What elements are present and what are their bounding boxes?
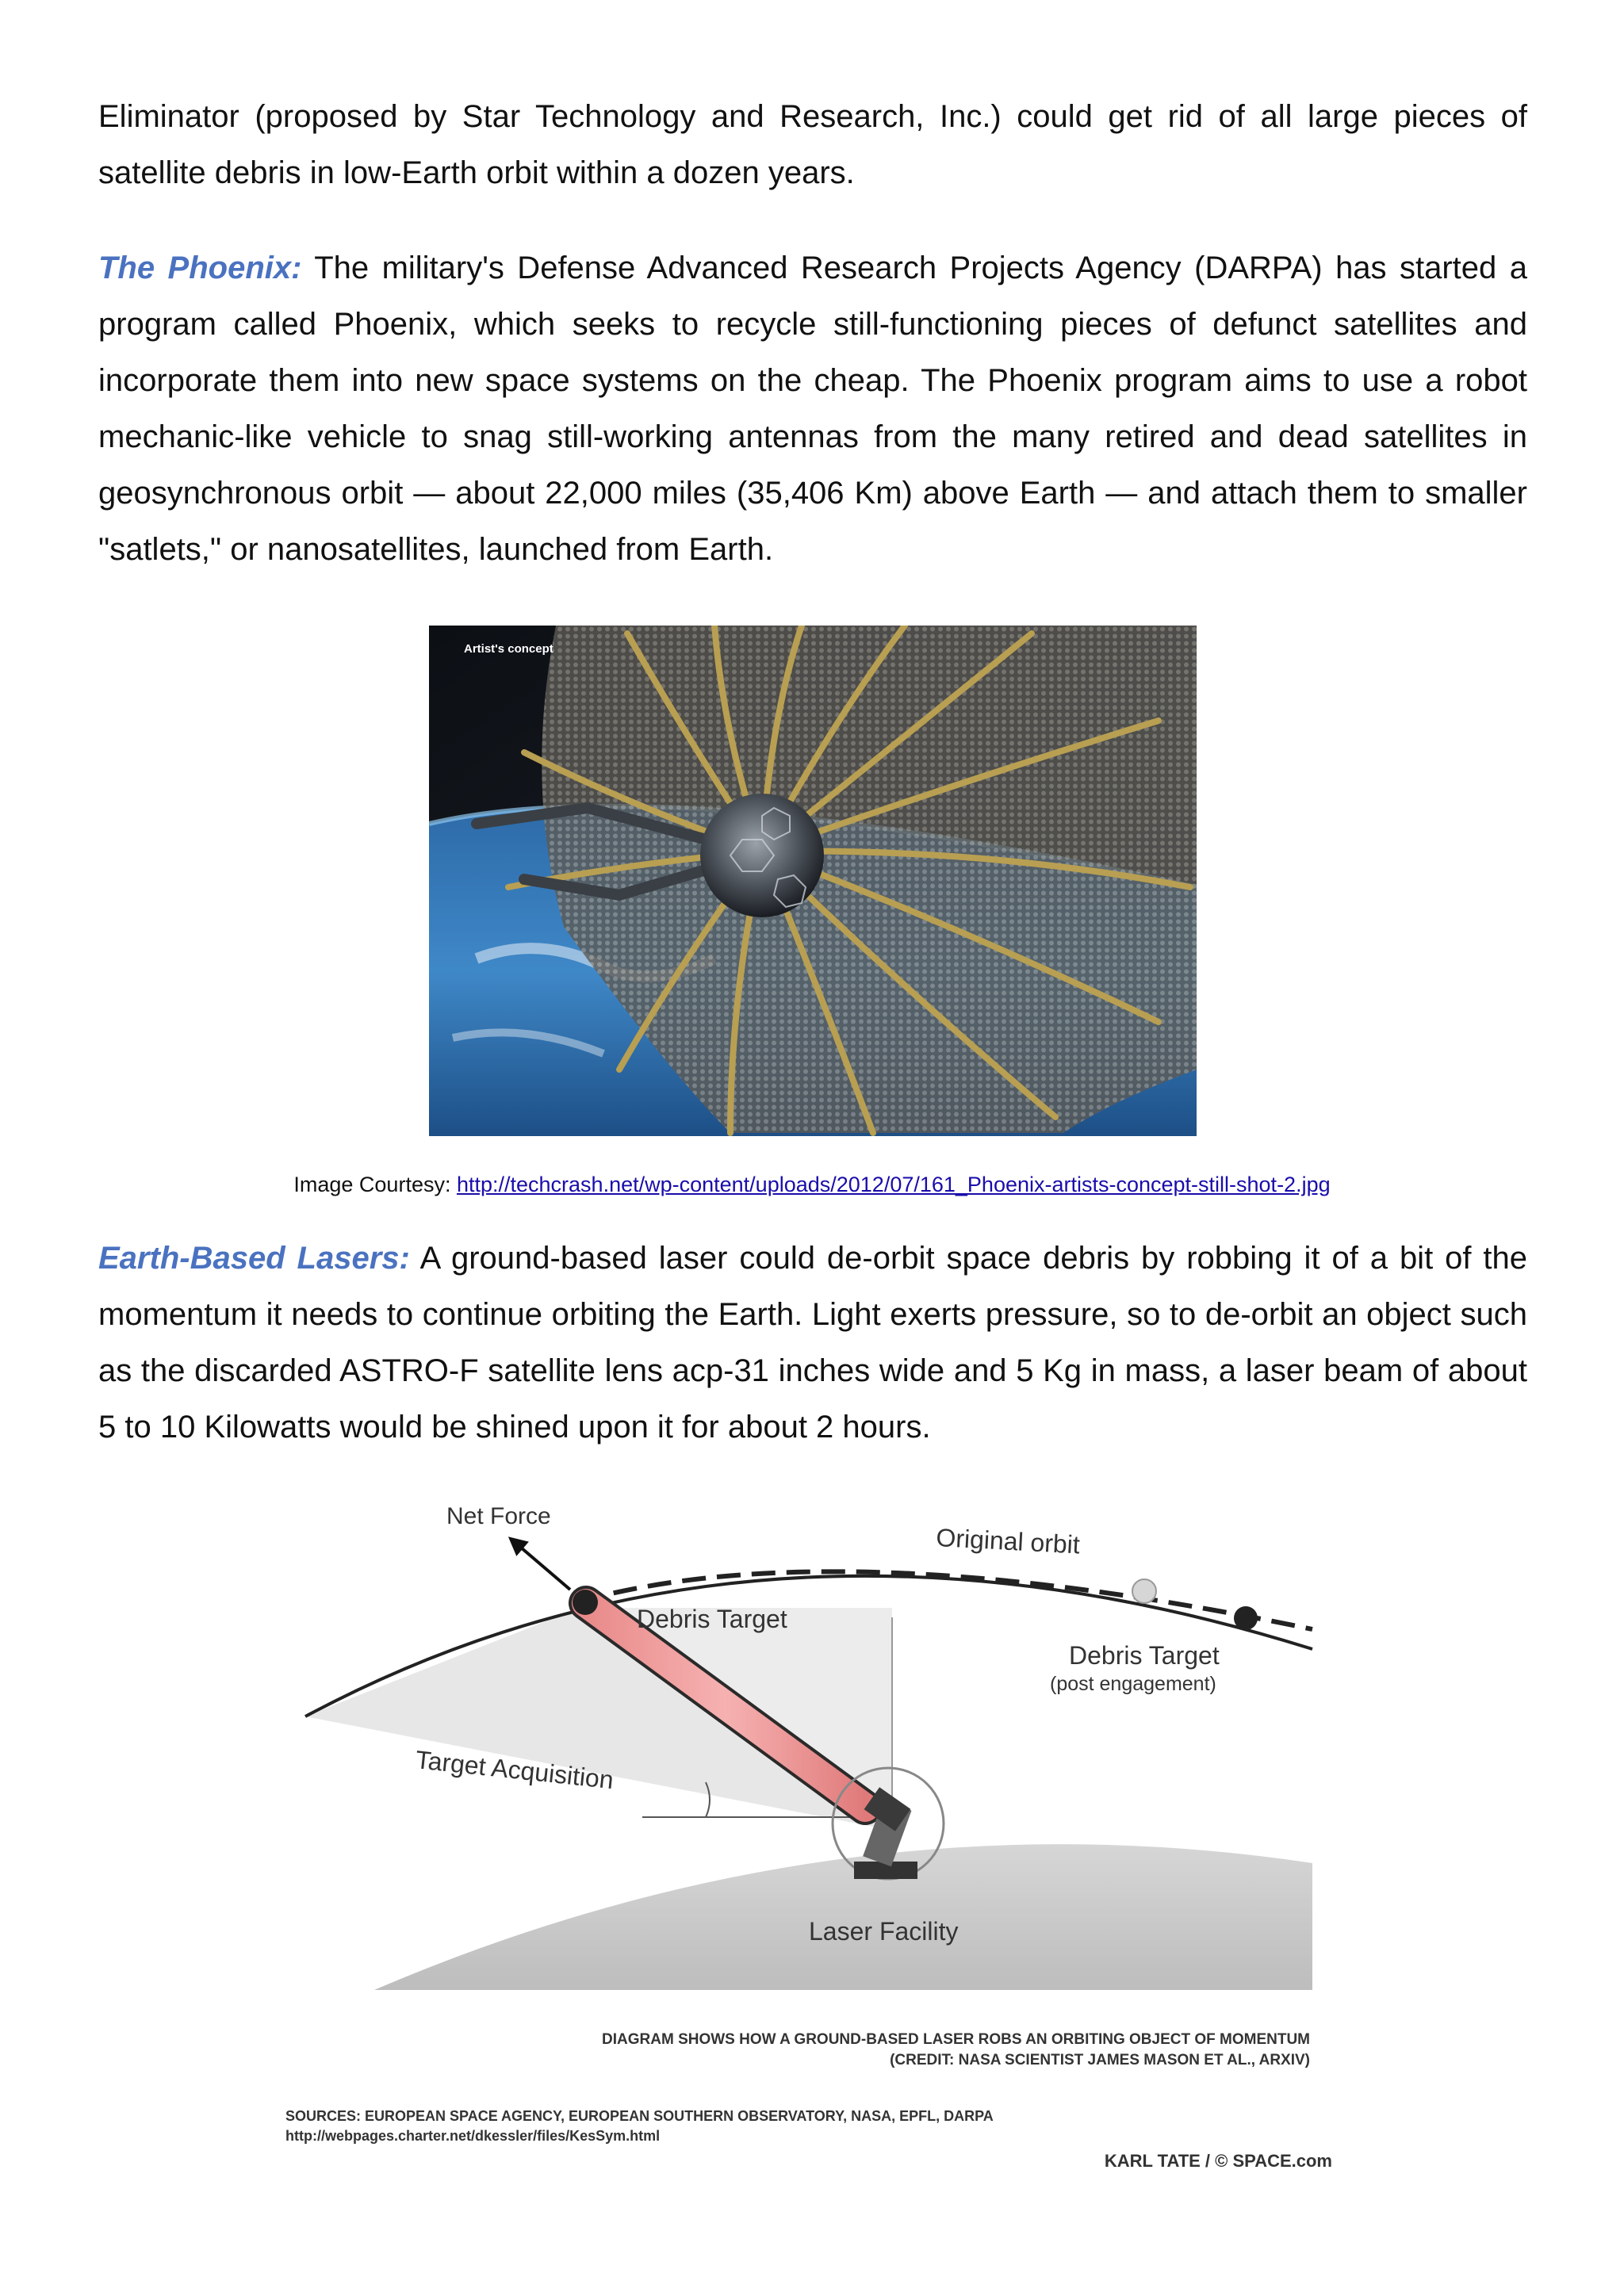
paragraph-text: A ground-based laser could de-orbit space debris by robbing it of a bit of the momentum it needs to continue orbiting the Earth. Light exerts pressure, so to de-orbit an object such as the discarded ASTRO-F satellite lens acp-31 inches wide and 5 Kg in mass, a laser beam of about 5 to 10 Kilowatts would be shined upon it for about 2 hours. [98, 1241, 1527, 1445]
image-source-link[interactable]: http://techcrash.net/wp-content/uploads/2012/07/161_Phoenix-artists-concept-still-shot-2.jpg [456, 1173, 1331, 1196]
image-credit: KARL TATE / © SPACE.com [1104, 2151, 1332, 2171]
paragraph-phoenix [98, 240, 1527, 578]
debris-target-dot [573, 1590, 598, 1615]
debris-target-label: Debris Target [637, 1605, 787, 1633]
post-engagement-label: (post engagement) [1050, 1673, 1216, 1695]
sources-line-2: http://webpages.charter.net/dkessler/files/KesSym.html [285, 2128, 661, 2144]
section-lead-lasers: Earth-Based Lasers: [98, 1241, 410, 1276]
net-force-arrow [515, 1543, 570, 1590]
target-acquisition-label: Target Acquisition [414, 1745, 615, 1795]
original-orbit-dot [1132, 1579, 1156, 1603]
image-overlay-label: Artist's concept [464, 642, 553, 656]
net-force-label: Net Force [446, 1503, 551, 1529]
laser-facility-label: Laser Facility [809, 1917, 959, 1946]
paragraph-text: The military's Defense Advanced Research Projects Agency (DARPA) has started a program called Phoenix, which seeks to recycle still-functioning pieces of defunct satellites and incorporate them into new space systems on the cheap. The Phoenix program aims to use a robot mechanic-like vehicle to snag still-working antennas from the many retired and dead satellites in geosynchronous orbit — about 22,000 miles (35,406 Km) above Earth — and attach them to smaller "satlets," or nanosatellites, launched from Earth. [98, 251, 1527, 567]
debris-post-engagement-dot [1234, 1606, 1258, 1630]
caption-prefix: Image Courtesy: [293, 1173, 457, 1196]
phoenix-concept-image [429, 626, 1197, 1136]
sources-line-1: SOURCES: EUROPEAN SPACE AGENCY, EUROPEAN SOUTHERN OBSERVATORY, NASA, EPFL, DARPA [285, 2108, 994, 2124]
paragraph-lasers [98, 1230, 1527, 1456]
section-lead-phoenix: The Phoenix: [98, 251, 302, 285]
paragraph-eliminator [98, 89, 1527, 201]
laser-diagram [282, 1490, 1344, 2190]
debris-target-post-label: Debris Target [1069, 1641, 1220, 1670]
paragraph-text: Eliminator (proposed by Star Technology and Research, Inc.) could get rid of all large pieces of satellite debris in low-Earth orbit within a dozen years. [98, 99, 1527, 190]
diagram-caption-line-1: DIAGRAM SHOWS HOW A GROUND-BASED LASER ROBS AN ORBITING OBJECT OF MOMENTUM [602, 2031, 1310, 2048]
image-caption [0, 1173, 1624, 1197]
original-orbit-label: Original orbit [935, 1523, 1081, 1559]
diagram-caption-line-2: (CREDIT: NASA SCIENTIST JAMES MASON ET AL., ARXIV) [890, 2052, 1310, 2068]
